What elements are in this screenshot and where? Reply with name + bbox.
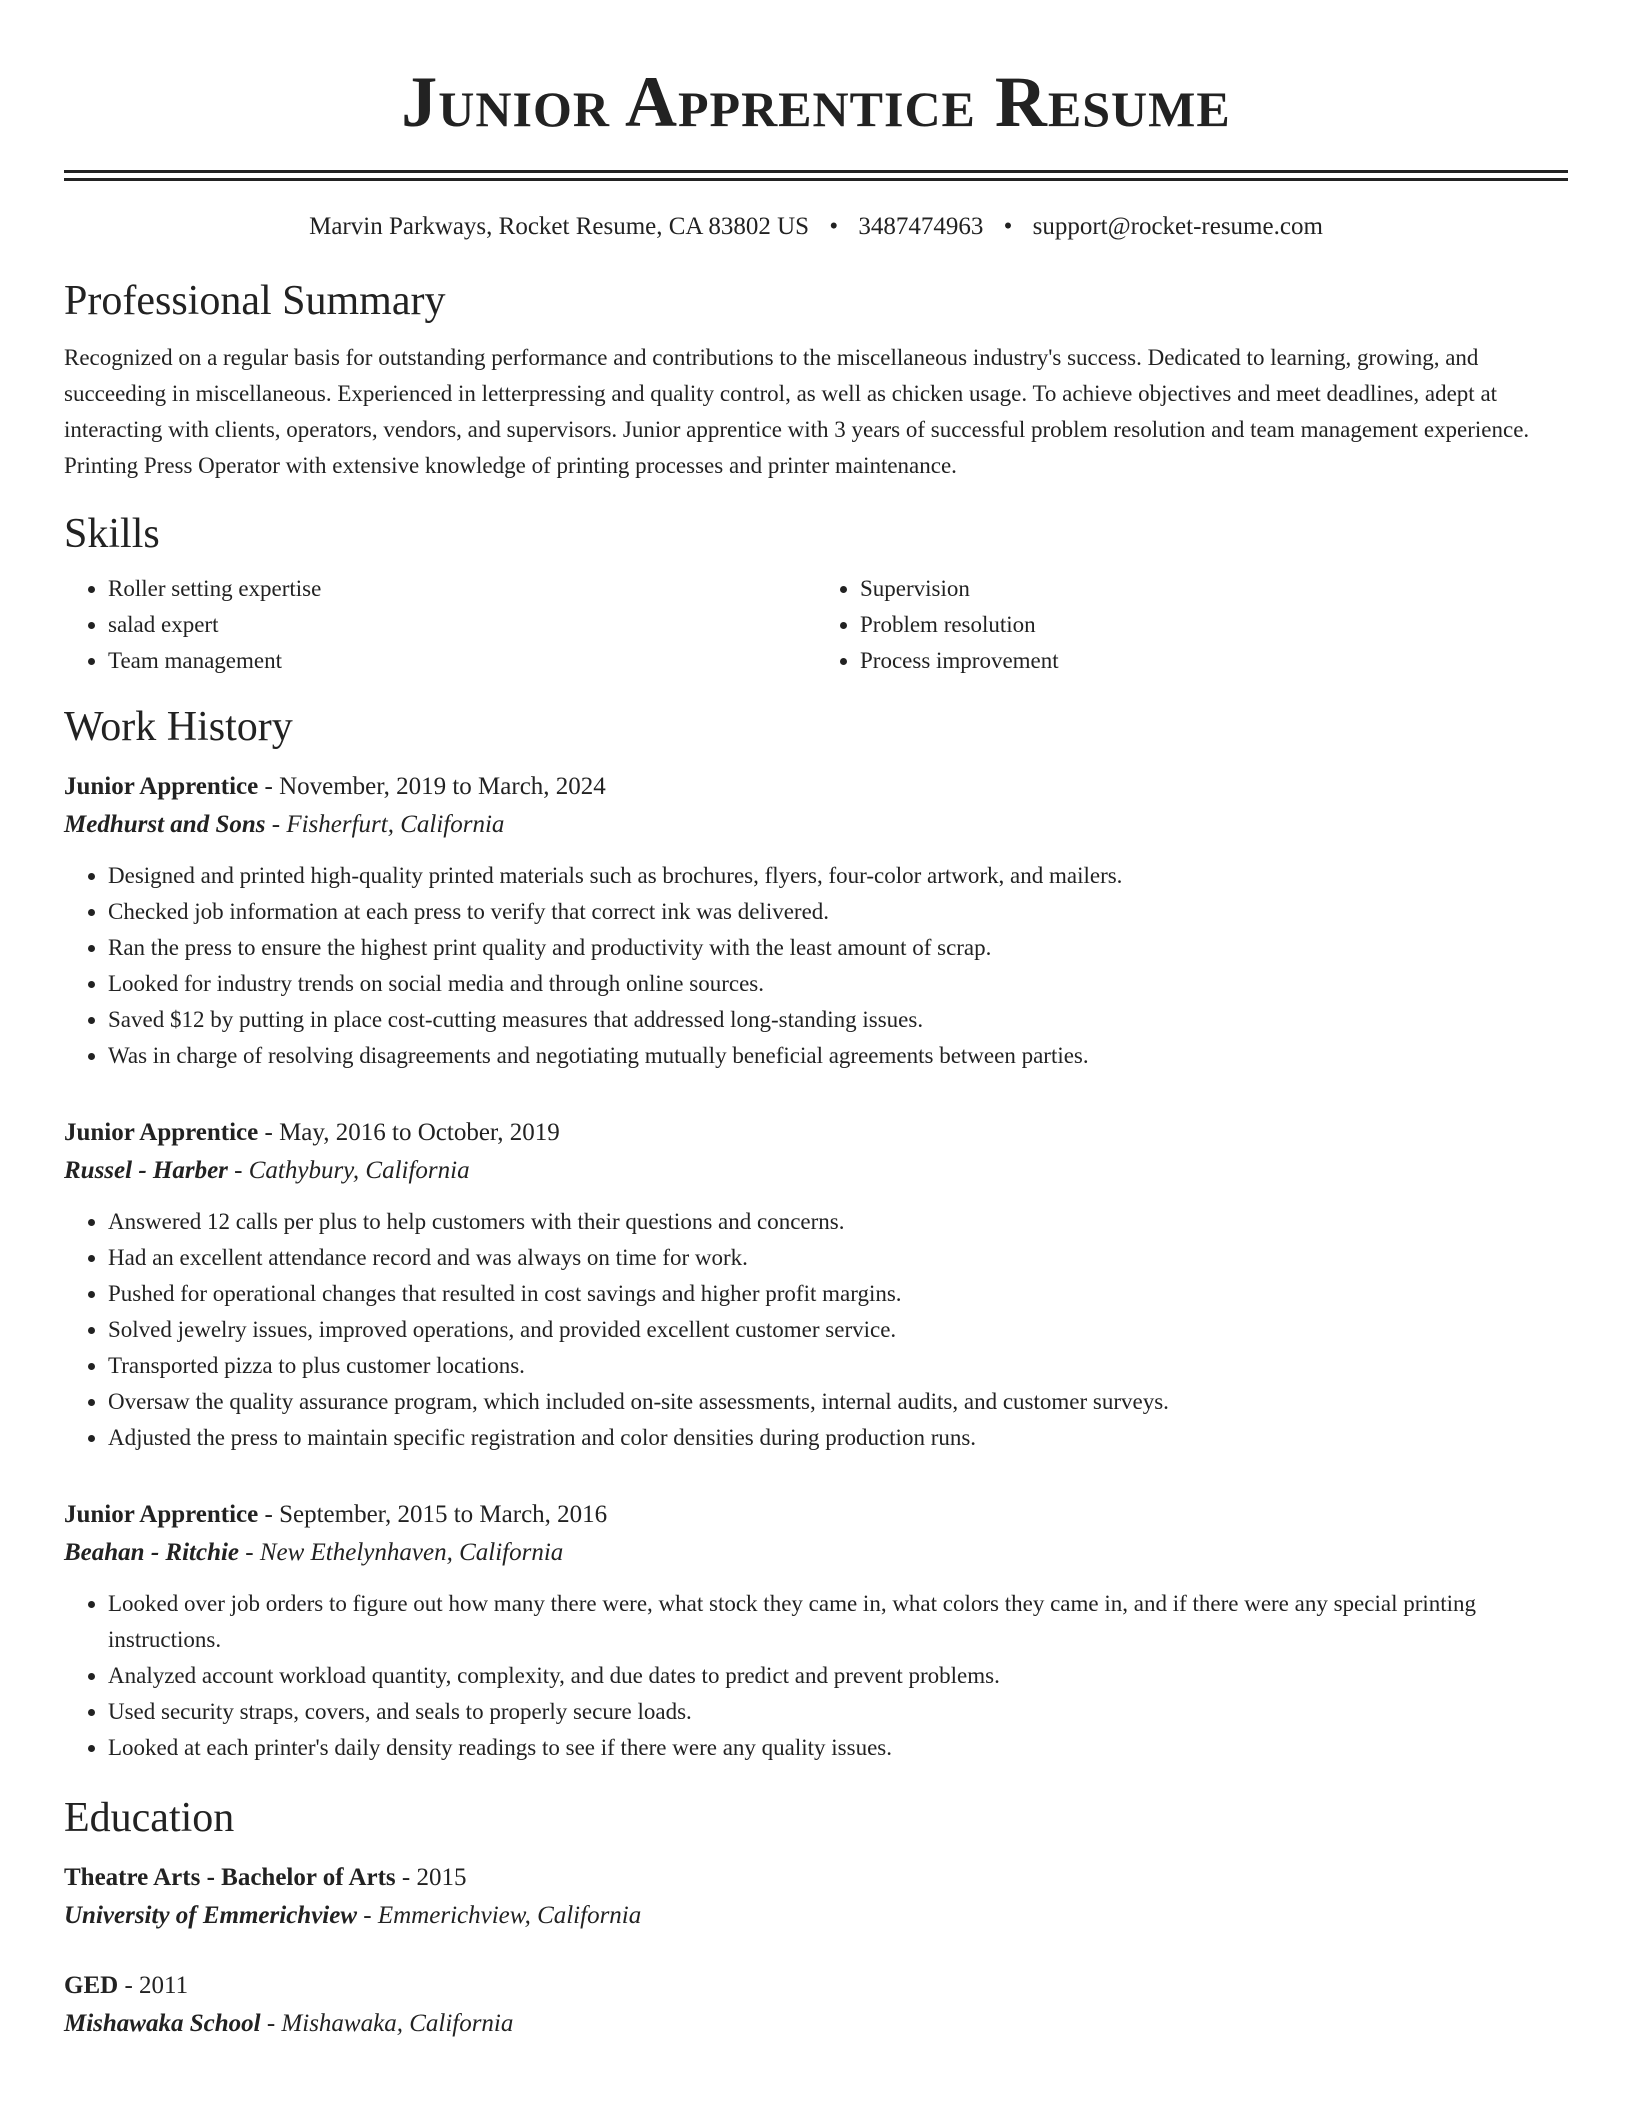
skill-item: • Team management — [108, 643, 816, 679]
skill-item: • salad expert — [108, 607, 816, 643]
job-bullet: • Ran the press to ensure the highest print quality and productivity with the least amount of scrap. — [108, 930, 1568, 966]
job-bullet: • Transported pizza to plus customer locations. — [108, 1348, 1568, 1384]
contact-separator: • — [1003, 213, 1013, 240]
job-header: Junior Apprentice - September, 2015 to March, 2016 — [64, 1501, 608, 1528]
contact-separator: • — [829, 213, 839, 240]
job-header: Junior Apprentice - May, 2016 to October, 2019 — [64, 1119, 560, 1146]
job-bullet: • Had an excellent attendance record and was always on time for work. — [108, 1240, 1568, 1276]
work-history-section — [64, 702, 1568, 1766]
job-location: New Ethelynhaven, California — [259, 1539, 564, 1566]
job-bullet: • Solved jewelry issues, improved operations, and provided excellent customer service. — [108, 1312, 1568, 1348]
education-degree: Theatre Arts - Bachelor of Arts — [64, 1864, 396, 1891]
education-location: Emmerichview, California — [377, 1902, 642, 1929]
job-bullets — [64, 1204, 1568, 1456]
summary-section — [64, 276, 1568, 484]
job-dates: September, 2015 to March, 2016 — [279, 1501, 608, 1528]
job-dates: May, 2016 to October, 2019 — [279, 1119, 560, 1146]
education-school: University of Emmerichview — [64, 1902, 358, 1929]
education-degree: GED — [64, 1972, 119, 1999]
job-company: Medhurst and Sons — [64, 811, 266, 838]
section-heading-skills: Skills — [64, 511, 160, 557]
job-employer: Medhurst and Sons - Fisherfurt, California — [64, 811, 505, 838]
education-location: Mishawaka, California — [281, 2010, 514, 2037]
job-header: Junior Apprentice - November, 2019 to March, 2024 — [64, 773, 606, 800]
skill-item: • Supervision — [860, 571, 1568, 607]
education-section — [64, 1793, 1568, 2043]
job-location: Cathybury, California — [248, 1157, 470, 1184]
contact-email: support@rocket-resume.com — [1032, 213, 1323, 240]
job-entry — [64, 768, 1568, 1074]
education-institution: Mishawaka School - Mishawaka, California — [64, 2010, 514, 2037]
section-heading-work-history: Work History — [64, 704, 293, 750]
education-school: Mishawaka School — [64, 2010, 261, 2037]
resume-title: Junior Apprentice Resume — [401, 62, 1231, 142]
section-heading-summary: Professional Summary — [64, 278, 446, 324]
job-location: Fisherfurt, California — [286, 811, 505, 838]
education-year: 2011 — [139, 1972, 189, 1999]
job-company: Beahan - Ritchie — [64, 1539, 240, 1566]
job-bullets — [64, 858, 1568, 1074]
education-entry — [64, 1859, 1568, 1935]
education-year: 2015 — [416, 1864, 467, 1891]
job-bullet: • Designed and printed high-quality printed materials such as brochures, flyers, four-color artwork, and mailers. — [108, 858, 1568, 894]
skill-item: • Roller setting expertise — [108, 571, 816, 607]
contact-line — [64, 211, 1568, 243]
education-entry — [64, 1967, 1568, 2043]
contact-phone: 3487474963 — [858, 213, 984, 240]
job-company: Russel - Harber — [64, 1157, 228, 1184]
job-entry — [64, 1496, 1568, 1766]
job-bullet: • Looked over job orders to figure out how many there were, what stock they came in, what colors they came in, and if there were any special printing instructions. — [108, 1586, 1568, 1658]
summary-text: Recognized on a regular basis for outstanding performance and contributions to the miscellaneous industry's success. Dedicated to learning, growing, and succeeding in miscellaneous. Experienced in letterpressing and quality control, as well as chicken usage. To achieve objectives and meet deadlines, adept at interacting with clients, operators, vendors, and supervisors. Junior apprentice with 3 years of successful problem resolution and team management experience. Printing Press Operator with extensive knowledge of printing processes and printer maintenance. — [64, 345, 1530, 478]
job-bullet: • Oversaw the quality assurance program, which included on-site assessments, internal audits, and customer surveys. — [108, 1384, 1568, 1420]
skill-item: • Problem resolution — [860, 607, 1568, 643]
education-institution: University of Emmerichview - Emmerichview, California — [64, 1902, 642, 1929]
job-employer: Russel - Harber - Cathybury, California — [64, 1157, 470, 1184]
job-bullet: • Pushed for operational changes that resulted in cost savings and higher profit margins. — [108, 1276, 1568, 1312]
job-bullet: • Adjusted the press to maintain specific registration and color densities during production runs. — [108, 1420, 1568, 1456]
job-bullet: • Saved $12 by putting in place cost-cutting measures that addressed long-standing issues. — [108, 1002, 1568, 1038]
job-title: Junior Apprentice — [64, 1501, 259, 1528]
education-header: GED - 2011 — [64, 1972, 189, 1999]
job-bullets — [64, 1586, 1568, 1766]
section-heading-education: Education — [64, 1795, 235, 1841]
job-dates: November, 2019 to March, 2024 — [279, 773, 606, 800]
job-title: Junior Apprentice — [64, 773, 259, 800]
job-bullet: • Analyzed account workload quantity, complexity, and due dates to predict and prevent problems. — [108, 1658, 1568, 1694]
job-title: Junior Apprentice — [64, 1119, 259, 1146]
job-bullet: • Looked at each printer's daily density readings to see if there were any quality issues. — [108, 1730, 1568, 1766]
skill-item: • Process improvement — [860, 643, 1568, 679]
skills-list-right — [816, 571, 1568, 679]
job-bullet: • Used security straps, covers, and seals to properly secure loads. — [108, 1694, 1568, 1730]
skills-section — [64, 509, 1568, 679]
title-divider — [64, 170, 1568, 181]
skills-columns — [64, 571, 1568, 679]
contact-address: Marvin Parkways, Rocket Resume, CA 83802 US — [309, 213, 810, 240]
education-header: Theatre Arts - Bachelor of Arts - 2015 — [64, 1864, 467, 1891]
job-entry — [64, 1114, 1568, 1456]
job-bullet: • Was in charge of resolving disagreements and negotiating mutually beneficial agreements between parties. — [108, 1038, 1568, 1074]
job-bullet: • Answered 12 calls per plus to help customers with their questions and concerns. — [108, 1204, 1568, 1240]
skills-list-left — [64, 571, 816, 679]
job-bullet: • Checked job information at each press to verify that correct ink was delivered. — [108, 894, 1568, 930]
job-bullet: • Looked for industry trends on social media and through online sources. — [108, 966, 1568, 1002]
job-employer: Beahan - Ritchie - New Ethelynhaven, California — [64, 1539, 564, 1566]
